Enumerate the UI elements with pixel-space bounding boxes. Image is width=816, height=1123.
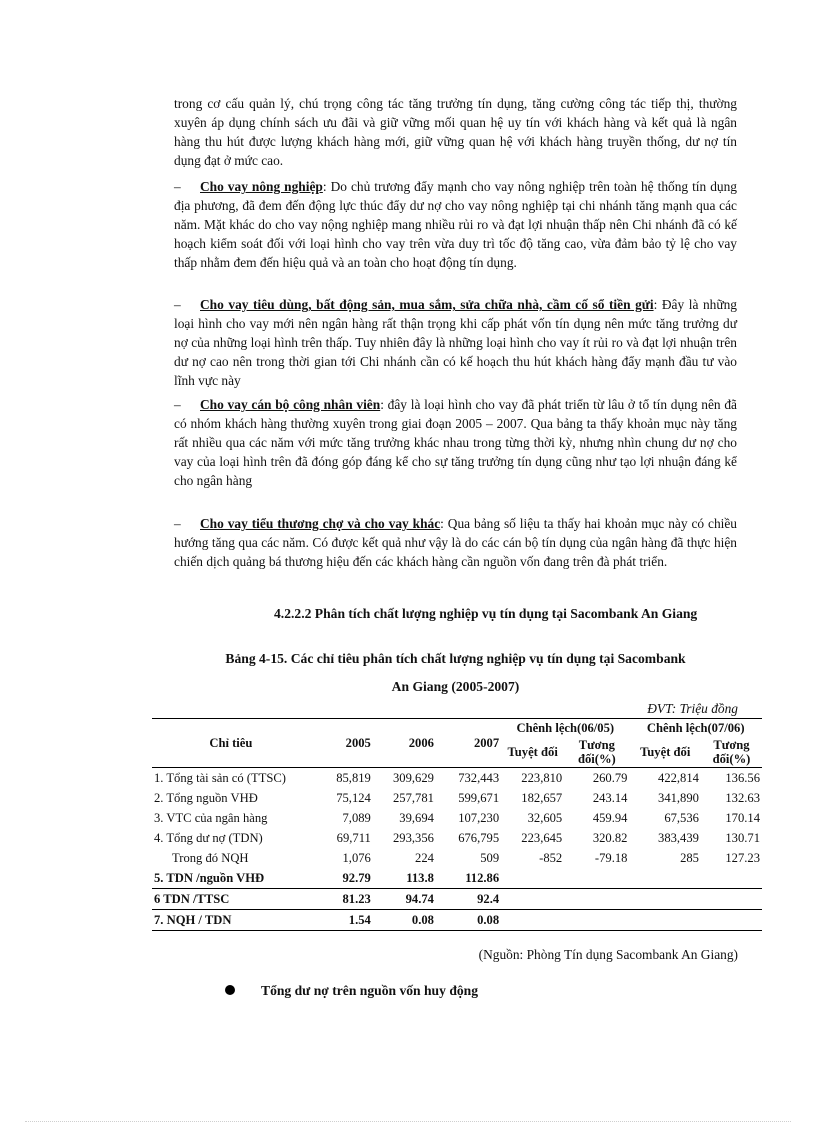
bullet-heading xyxy=(225,983,478,999)
trader-loans-text: : Qua bảng số liệu ta thấy hai khoản mục này có chiều hướng tăng qua các năm. Có được kết quả như vậy là do các cán bộ tín dụng của ngân hàng đã thực hiện chiến dịch quảng bá thương hiệu đến các khách hàng cần nguồn vốn đang trên đà phát triển. xyxy=(174,516,737,569)
cell-2006: 39,694 xyxy=(399,810,434,825)
ratio-2005: 81.23 xyxy=(342,891,371,906)
ratio-2007: 112.86 xyxy=(465,870,500,885)
staff-loans-title: Cho vay cán bộ công nhân viên xyxy=(200,397,381,412)
cell-2005: 75,124 xyxy=(336,790,371,805)
cell-rel-0706: 127.23 xyxy=(725,850,760,865)
table-caption-line1: Bảng 4-15. Các chỉ tiêu phân tích chất lượng nghiệp vụ tín dụng tại Sacombank xyxy=(225,651,686,666)
paragraph-staff-loans xyxy=(174,395,737,490)
row-label: 4. Tổng dư nợ (TDN) xyxy=(154,830,263,845)
ratio-row xyxy=(152,889,762,910)
cell-2006: 257,781 xyxy=(393,790,434,805)
ratio-label: 5. TDN /nguồn VHĐ xyxy=(154,870,265,885)
bullet-icon xyxy=(225,985,235,995)
cell-rel-0706: 132.63 xyxy=(725,790,760,805)
cell-abs-0706: 285 xyxy=(680,850,699,865)
cell-2007: 509 xyxy=(480,850,500,865)
table-row xyxy=(152,788,762,808)
paragraph-agri-loans xyxy=(174,177,737,272)
cell-rel-0706: 130.71 xyxy=(725,830,760,845)
cell-2005: 69,711 xyxy=(336,830,371,845)
trader-loans-title: Cho vay tiểu thương chợ và cho vay khác xyxy=(200,516,441,531)
cell-abs-0706: 422,814 xyxy=(658,770,699,785)
header-diff-0605: Chênh lệch(06/05) xyxy=(516,720,615,735)
cell-abs-0605: 182,657 xyxy=(521,790,563,805)
cell-abs-0605: -852 xyxy=(539,850,563,865)
cell-2006: 309,629 xyxy=(393,770,434,785)
table-row xyxy=(152,828,762,848)
cell-2005: 85,819 xyxy=(336,770,371,785)
cell-abs-0605: 223,810 xyxy=(521,770,563,785)
row-label: 3. VTC của ngân hàng xyxy=(154,810,268,825)
ratio-2006: 113.8 xyxy=(406,870,434,885)
cell-2007: 732,443 xyxy=(458,770,500,785)
cell-2005: 7,089 xyxy=(342,810,371,825)
ratio-2007: 0.08 xyxy=(477,912,500,927)
table-row xyxy=(152,808,762,828)
cell-abs-0706: 67,536 xyxy=(664,810,699,825)
header-2007: 2007 xyxy=(473,735,500,750)
cell-rel-0605: 243.14 xyxy=(592,790,628,805)
ratio-row xyxy=(152,868,762,889)
ratio-label: 6 TDN /TTSC xyxy=(154,891,230,906)
row-label: 2. Tổng nguồn VHĐ xyxy=(154,790,258,805)
cell-rel-0605: 260.79 xyxy=(592,770,628,785)
cell-2007: 676,795 xyxy=(458,830,500,845)
consumer-loans-title: Cho vay tiêu dùng, bất động sản, mua sắm, sửa chữa nhà, cầm cố sổ tiền gửi xyxy=(200,297,654,312)
ratio-label: 7. NQH / TDN xyxy=(154,912,232,927)
intro-paragraph: trong cơ cấu quản lý, chú trọng công tác tăng trưởng tín dụng, tăng cường công tác tiếp thị, thường xuyên áp dụng chính sách ưu đãi và giữ vững mối quan hệ uy tín với khách hàng và kết quả là ngân hàng thu hút được lượng khách hàng mới, giữ vững quan hệ với khách hàng truyền thống, dư nợ tín dụng đạt ở mức cao. xyxy=(174,96,737,168)
cell-2006: 293,356 xyxy=(393,830,434,845)
section-heading: 4.2.2.2 Phân tích chất lượng nghiệp vụ tín dụng tại Sacombank An Giang xyxy=(274,606,698,621)
cell-rel-0605: 459.94 xyxy=(592,810,628,825)
cell-2007: 107,230 xyxy=(458,810,500,825)
ratio-2006: 94.74 xyxy=(405,891,434,906)
header-abs-0605: Tuyệt đối xyxy=(507,744,558,759)
cell-rel-0605: 320.82 xyxy=(592,830,628,845)
paragraph-consumer-loans xyxy=(174,295,737,390)
cell-2005: 1,076 xyxy=(342,850,371,865)
dash-marker: – xyxy=(174,397,181,412)
unit-note: ĐVT: Triệu đồng xyxy=(647,701,738,716)
ratio-2005: 92.79 xyxy=(342,870,371,885)
table-caption-line2: An Giang (2005-2007) xyxy=(391,679,520,694)
ratio-2005: 1.54 xyxy=(348,912,371,927)
dash-marker: – xyxy=(174,179,181,194)
dash-marker: – xyxy=(174,516,181,531)
table-row xyxy=(152,848,762,868)
header-abs-0706: Tuyệt đối xyxy=(640,744,691,759)
header-2005: 2005 xyxy=(345,735,371,750)
row-label: 1. Tổng tài sản có (TTSC) xyxy=(154,770,286,785)
page-bottom-rule xyxy=(25,1121,791,1122)
cell-2006: 224 xyxy=(415,850,434,865)
ratio-2007: 92.4 xyxy=(477,891,500,906)
header-2006: 2006 xyxy=(408,735,434,750)
header-indicator: Chỉ tiêu xyxy=(209,735,253,750)
dash-marker: – xyxy=(174,297,181,312)
cell-rel-0706: 170.14 xyxy=(725,810,760,825)
table-row xyxy=(152,768,762,789)
cell-rel-0706: 136.56 xyxy=(725,770,760,785)
cell-abs-0605: 32,605 xyxy=(527,810,563,825)
bullet-heading-text: Tổng dư nợ trên nguồn vốn huy động xyxy=(261,983,479,998)
cell-2007: 599,671 xyxy=(458,790,500,805)
header-diff-0706: Chênh lệch(07/06) xyxy=(646,720,745,735)
table-header-row-1 xyxy=(152,719,762,738)
cell-rel-0605: -79.18 xyxy=(594,850,628,865)
source-note: (Nguồn: Phòng Tín dụng Sacombank An Giang) xyxy=(478,947,738,962)
cell-abs-0706: 341,890 xyxy=(658,790,699,805)
paragraph-trader-loans xyxy=(174,514,737,571)
consumer-loans-text: : Đây là những loại hình cho vay mới nên ngân hàng rất thận trọng khi cấp phát vốn tín dụng nên mức tăng trưởng dư nợ của những loại hình trên thấp. Tuy nhiên đây là những loại hình cho vay ít rủi ro và đạt lợi nhuận trên dư nợ cao nên trong thời gian tới Chi nhánh cần có kế hoạch thu hút khách hàng đẩy mạnh đầu tư vào lĩnh vực này xyxy=(174,297,737,388)
ratio-2006: 0.08 xyxy=(411,912,434,927)
ratio-row xyxy=(152,910,762,931)
credit-quality-table xyxy=(152,718,762,931)
agri-loans-text: : Do chủ trương đẩy mạnh cho vay nông nghiệp trên toàn hệ thống tín dụng địa phương, đã đem đến động lực thúc đẩy dư nợ cho vay nông nghiệp tại chi nhánh tăng mạnh qua các năm. Mặt khác do cho vay nộng nghiệp mang nhiều rủi ro và đạt lợi nhuận thấp nên Chi nhánh đã có kế hoạch kiểm soát đối với loại hình cho vay trên vừa duy trì tốc độ tăng cao, vừa đảm bảo tỷ lệ cho vay thấp nhằm đem đến hiệu quả và an toàn cho hoạt động tín dụng. xyxy=(174,179,738,270)
staff-loans-text: : đây là loại hình cho vay đã phát triển từ lâu ở tổ tín dụng nên đã có nhóm khách hàng thường xuyên trong giai đoạn 2005 – 2007. Qua bảng ta thấy khoản mục này tăng rất nhiều qua các năm với mức tăng trưởng khác nhau trong từng thời kỳ, nhưng nhìn chung dư nợ cho vay của loại hình trên đã đóng góp đáng kể cho sự tăng trưởng tín dụng cũng như tạo lợi nhuận đáng kể cho ngân hàng xyxy=(174,397,738,488)
header-rel-0605: Tương đối(%) xyxy=(577,738,616,766)
row-label: Trong đó NQH xyxy=(172,850,249,865)
agri-loans-title: Cho vay nông nghiệp xyxy=(200,179,323,194)
cell-abs-0706: 383,439 xyxy=(658,830,699,845)
cell-abs-0605: 223,645 xyxy=(521,830,563,845)
header-rel-0706: Tương đối(%) xyxy=(712,738,751,766)
